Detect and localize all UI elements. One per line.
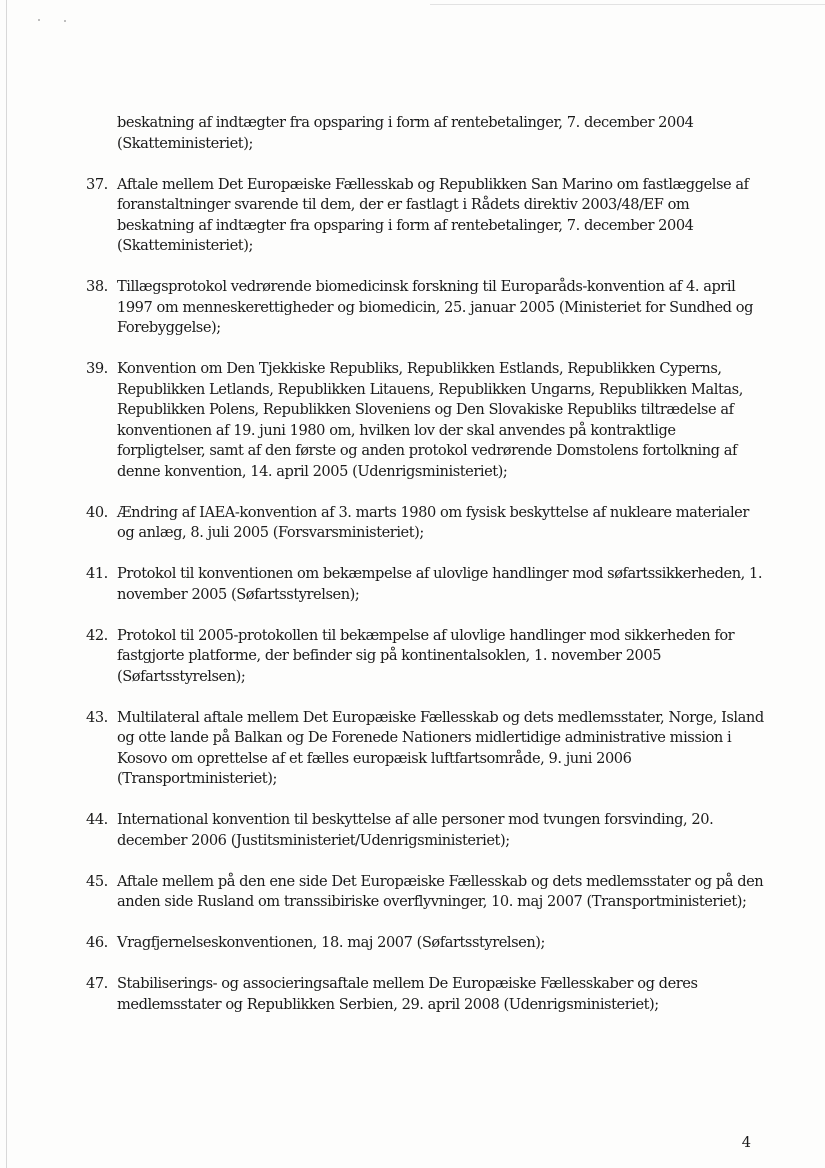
list-item-number: 39. — [86, 360, 108, 377]
list-item-43 — [86, 708, 766, 790]
list-item-number: 47. — [86, 975, 108, 992]
list-item-text: Stabiliserings- og associeringsaftale mellem De Europæiske Fællesskaber og deres medlemsstater og Republikken Serbien, 29. april 2008 (Udenrigsministeriet); — [117, 975, 698, 1013]
list-item-number: 43. — [86, 708, 108, 726]
scan-edge-left — [6, 0, 7, 1168]
page-number: 4 — [741, 1134, 751, 1151]
list-item-38 — [86, 277, 766, 339]
list-item-number: 44. — [86, 811, 108, 828]
list-item-number: 38. — [86, 278, 108, 295]
list-item-47 — [86, 974, 766, 1015]
list-item-39 — [86, 359, 766, 482]
list-item-44 — [86, 810, 766, 851]
list-item-text: Protokol til konventionen om bekæmpelse af ulovlige handlinger mod søfartssikkerheden, 1. november 2005 (Søfartsstyrelsen); — [117, 565, 763, 603]
scan-edge-top — [430, 4, 825, 5]
list-item-text: International konvention til beskyttelse af alle personer mod tvungen forsvinding, 20. december 2006 (Justitsministeriet/Udenrigsministeriet); — [117, 811, 714, 849]
scan-speck — [64, 20, 66, 22]
list-item-number: 37. — [86, 175, 108, 193]
document-body — [86, 113, 766, 1015]
list-item-text: Protokol til 2005-protokollen til bekæmpelse af ulovlige handlinger mod sikkerheden for fastgjorte platforme, der befinder sig på kontinentalsoklen, 1. november 2005 (Søfartsstyrelsen); — [117, 626, 735, 685]
list-item-number: 42. — [86, 626, 108, 644]
list-item-text: Tillægsprotokol vedrørende biomedicinsk forskning til Europaråds-konvention af 4. april 1997 om menneskerettigheder og biomedicin, 25. januar 2005 (Ministeriet for Sundhed og Forebyggelse); — [117, 278, 753, 336]
list-item-42 — [86, 626, 766, 688]
list-item-number: 41. — [86, 565, 108, 582]
list-item-number: 45. — [86, 872, 108, 890]
list-item-number: 46. — [86, 934, 108, 951]
list-item-number: 40. — [86, 503, 108, 521]
list-item-text: Aftale mellem Det Europæiske Fællesskab og Republikken San Marino om fastlæggelse af foranstaltninger svarende til dem, der er fastlagt i Rådets direktiv 2003/48/EF om beskatning af indtægter fra opsparing i form af rentebetalinger, 7. december 2004 (Skatteministeriet); — [117, 175, 749, 254]
list-item-45 — [86, 872, 766, 913]
list-item-40 — [86, 503, 766, 544]
list-item-text: Multilateral aftale mellem Det Europæiske Fællesskab og dets medlemsstater, Norge, Island og otte lande på Balkan og De Forenede Nationers midlertidige administrative mission i Kosovo om oprettelse af et fælles europæisk luftfartsområde, 9. juni 2006 (Transportministeriet); — [117, 708, 764, 787]
continued-paragraph: beskatning af indtægter fra opsparing i form af rentebetalinger, 7. december 2004 (Skatteministeriet); — [117, 114, 694, 152]
list-item-37 — [86, 175, 766, 257]
list-item-text: Aftale mellem på den ene side Det Europæiske Fællesskab og dets medlemsstater og på den anden side Rusland om transsibiriske overflyvninger, 10. maj 2007 (Transportministeriet); — [117, 872, 764, 910]
list-item-text: Vragfjernelseskonventionen, 18. maj 2007 (Søfartsstyrelsen); — [117, 934, 546, 951]
scan-speck — [38, 19, 40, 21]
list-item-text: Ændring af IAEA-konvention af 3. marts 1980 om fysisk beskyttelse af nukleare materialer og anlæg, 8. juli 2005 (Forsvarsministeriet); — [117, 503, 749, 541]
list-item-text: Konvention om Den Tjekkiske Republiks, Republikken Estlands, Republikken Cyperns, Republikken Letlands, Republikken Litauens, Republikken Ungarns, Republikken Maltas, Republikken Polens, Republikken Sloveniens og Den Slovakiske Republiks tiltrædelse af konventionen af 19. juni 1980 om, hvilken lov der skal anvendes på kontraktlige forpligtelser, samt af den første og anden protokol vedrørende Domstolens fortolkning af denne konvention, 14. april 2005 (Udenrigsministeriet); — [117, 360, 743, 480]
list-item-46 — [86, 933, 766, 954]
list-item-41 — [86, 564, 766, 605]
